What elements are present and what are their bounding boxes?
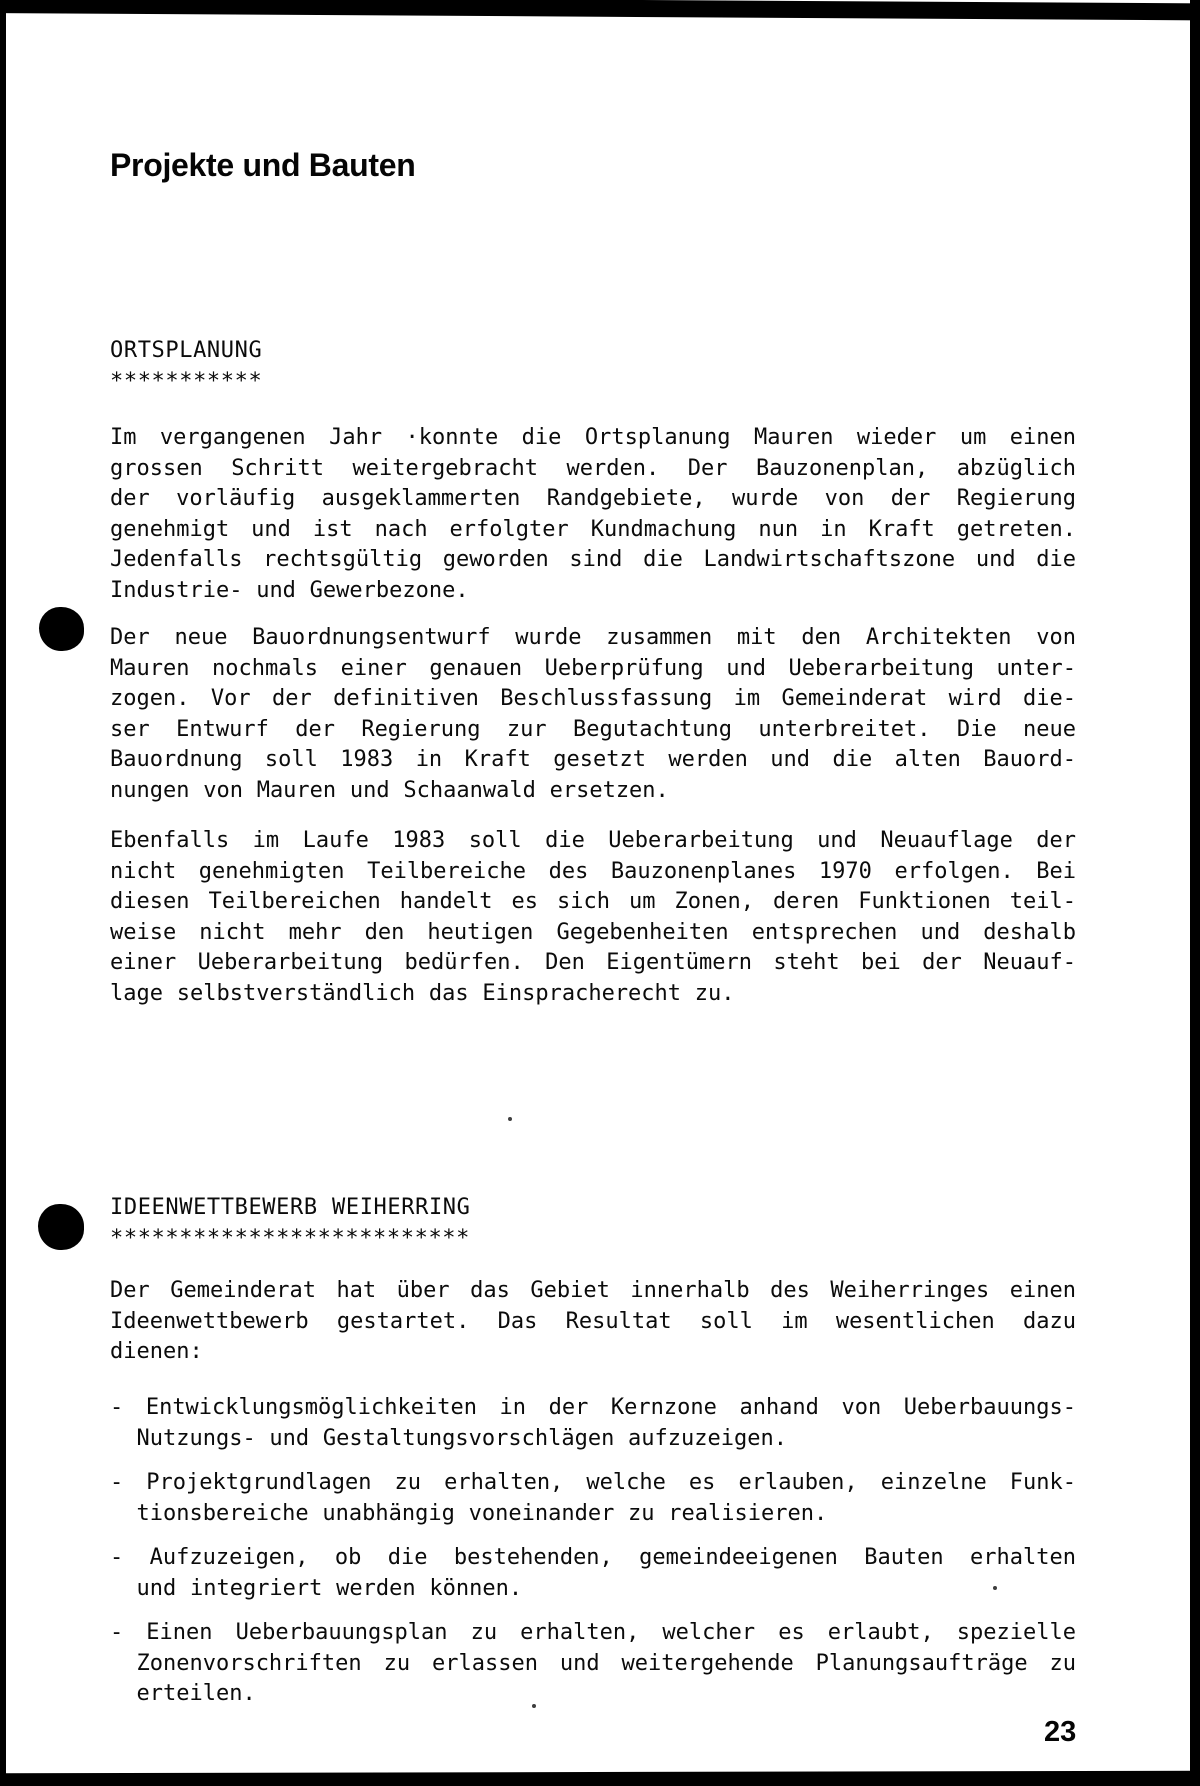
paragraph (110, 623, 1076, 806)
bullet-line: - Entwicklungsmöglichkeiten in der Kernzone anhand von Ueberbauungs- (110, 1395, 1076, 1420)
section-heading-text: IDEENWETTBEWERB WEIHERRING (110, 1195, 471, 1220)
paragraph (110, 1276, 1076, 1368)
paragraph-line: genehmigt und ist nach erfolgter Kundmachung nun in Kraft getreten. (110, 516, 1076, 542)
scan-speck (508, 1117, 512, 1121)
bullet-line: - Aufzuzeigen, ob die bestehenden, gemeindeeigenen Bauten erhalten (110, 1545, 1076, 1570)
paragraph-line: nicht genehmigten Teilbereiche des Bauzonenplanes 1970 erfolgen. Bei (110, 858, 1076, 884)
paragraph-line: lage selbstverständlich das Einspracherecht zu. (110, 980, 735, 1006)
paragraph-line: einer Ueberarbeitung bedürfen. Den Eigentümern steht bei der Neuauf- (110, 950, 1076, 975)
section-heading-ideenwettbewerb (110, 1193, 1076, 1254)
paragraph-line: Der Gemeinderat hat über das Gebiet innerhalb des Weiherringes einen (110, 1278, 1076, 1303)
paragraph-line: Im vergangenen Jahr ·konnte die Ortsplanung Mauren wieder um einen (110, 425, 1076, 450)
bullet-line: tionsbereiche unabhängig voneinander zu realisieren. (136, 1500, 828, 1526)
section-heading-underline: ************************** (110, 1225, 470, 1251)
bullet-item (110, 1393, 1076, 1454)
bullet-line: Zonenvorschriften zu erlassen und weitergehende Planungsaufträge zu (136, 1650, 1076, 1676)
paragraph-line: Mauren nochmals einer genauen Ueberprüfung und Ueberarbeitung unter- (110, 655, 1076, 681)
page-title: Projekte und Bauten (110, 147, 416, 183)
section-heading-ortsplanung (110, 336, 1076, 397)
paragraph-line: diesen Teilbereichen handelt es sich um Zonen, deren Funktionen teil- (110, 889, 1076, 914)
paragraph-line: ser Entwurf der Regierung zur Begutachtung unterbreitet. Die neue (110, 716, 1076, 742)
paragraph-line: weise nicht mehr den heutigen Gegebenheiten entsprechen und deshalb (110, 919, 1076, 945)
paragraph-line: Ebenfalls im Laufe 1983 soll die Ueberarbeitung und Neuauflage der (110, 828, 1076, 853)
bullet-line: - Einen Ueberbauungsplan zu erhalten, welcher es erlaubt, spezielle (110, 1620, 1076, 1645)
paragraph-line: zogen. Vor der definitiven Beschlussfassung im Gemeinderat wird die- (110, 686, 1076, 711)
paragraph-line: Jedenfalls rechtsgültig geworden sind die Landwirtschaftszone und die (110, 547, 1076, 572)
scan-edge-top (0, 0, 1200, 20)
bullet-line: und integriert werden können. (136, 1575, 523, 1601)
bullet-item (110, 1468, 1076, 1529)
paragraph-line: Der neue Bauordnungsentwurf wurde zusammen mit den Architekten von (110, 625, 1076, 650)
bullet-line: - Projektgrundlagen zu erhalten, welche es erlauben, einzelne Funk- (110, 1470, 1076, 1495)
scan-edge-bottom (0, 1771, 1200, 1786)
paragraph-line: der vorläufig ausgeklammerten Randgebiete, wurde von der Regierung (110, 486, 1076, 511)
scan-speck (532, 1704, 536, 1708)
paragraph (110, 423, 1076, 606)
paragraph-line: Bauordnung soll 1983 in Kraft gesetzt werden und die alten Bauord- (110, 747, 1076, 772)
bullet-line: erteilen. (136, 1681, 256, 1706)
paragraph-line: grossen Schritt weitergebracht werden. Der Bauzonenplan, abzüglich (110, 455, 1076, 481)
hole-punch-dot (38, 1204, 84, 1250)
scan-edge-left (0, 0, 6, 1786)
page-number: 23 (1044, 1716, 1077, 1748)
paragraph (110, 826, 1076, 1009)
paragraph-line: Ideenwettbewerb gestartet. Das Resultat soll im wesentlichen dazu (110, 1308, 1076, 1334)
section-heading-underline: *********** (110, 368, 263, 394)
scan-speck (993, 1586, 997, 1590)
hole-punch-dot (39, 607, 84, 651)
bullet-line: Nutzungs- und Gestaltungsvorschlägen aufzuzeigen. (136, 1425, 787, 1451)
scan-edge-right (1190, 0, 1200, 1786)
bullet-list (110, 1393, 1076, 1724)
bullet-item (110, 1618, 1076, 1710)
paragraph-line: Industrie- und Gewerbezone. (110, 577, 469, 603)
paragraph-line: nungen von Mauren und Schaanwald ersetzen. (110, 777, 669, 803)
bullet-item (110, 1543, 1076, 1604)
section-heading-text: ORTSPLANUNG (110, 338, 263, 363)
paragraph-line: dienen: (110, 1339, 203, 1364)
